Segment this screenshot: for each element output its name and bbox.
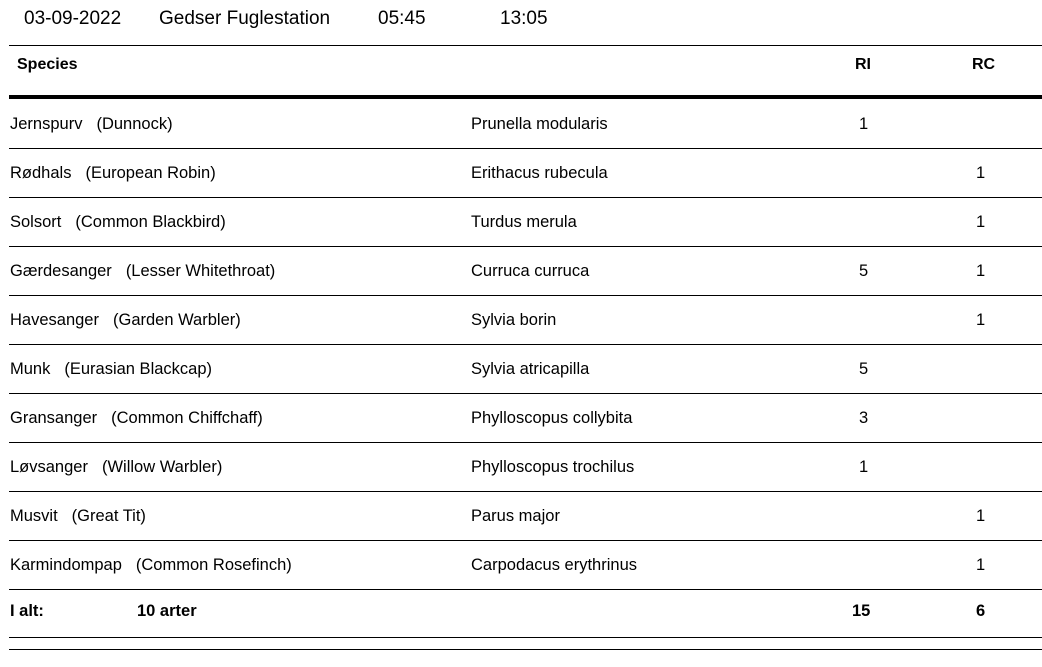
- english-name: (Common Blackbird): [75, 213, 226, 231]
- english-name: (Common Rosefinch): [135, 556, 292, 574]
- start-time: 05:45: [378, 8, 426, 29]
- english-name: (Great Tit): [71, 507, 146, 525]
- latin-name: Curruca curruca: [471, 262, 590, 280]
- report-date: 03-09-2022: [24, 8, 122, 29]
- table-row: [9, 100, 1042, 149]
- species-name: [10, 115, 173, 134]
- english-name: (Common Chiffchaff): [111, 409, 263, 427]
- species-name: [10, 507, 146, 526]
- table-row: [9, 296, 1042, 345]
- column-header-rc: RC: [972, 56, 996, 73]
- bottom-rule: [9, 649, 1042, 650]
- english-name: (Dunnock): [96, 115, 173, 133]
- totals-row: [9, 589, 1042, 638]
- table-row: [9, 492, 1042, 541]
- species-name: [10, 458, 222, 477]
- column-header-species: Species: [17, 56, 78, 73]
- rc-count: 1: [976, 556, 986, 574]
- danish-name: Gransanger: [10, 409, 98, 427]
- totals-species-count: 10 arter: [137, 602, 197, 620]
- end-time: 13:05: [500, 8, 548, 29]
- rc-count: 1: [976, 507, 986, 525]
- ri-count: 5: [859, 360, 869, 378]
- english-name: (Garden Warbler): [112, 311, 241, 329]
- ri-count: 1: [859, 458, 869, 476]
- species-name: [10, 409, 263, 428]
- station-name: Gedser Fuglestation: [159, 8, 331, 29]
- english-name: (Eurasian Blackcap): [64, 360, 213, 378]
- ri-count: 3: [859, 409, 869, 427]
- table-row: [9, 198, 1042, 247]
- latin-name: Turdus merula: [471, 213, 577, 231]
- species-name: [10, 213, 226, 232]
- species-name: [10, 360, 212, 379]
- danish-name: Løvsanger: [10, 458, 88, 476]
- danish-name: Gærdesanger: [10, 262, 112, 280]
- latin-name: Carpodacus erythrinus: [471, 556, 637, 574]
- latin-name: Sylvia borin: [471, 311, 557, 329]
- latin-name: Phylloscopus collybita: [471, 409, 633, 427]
- column-header-ri: RI: [855, 56, 871, 73]
- english-name: (Lesser Whitethroat): [125, 262, 276, 280]
- table-row: [9, 247, 1042, 296]
- latin-name: Sylvia atricapilla: [471, 360, 590, 378]
- table-row: [9, 345, 1042, 394]
- danish-name: Jernspurv: [10, 115, 83, 133]
- totals-rc: 6: [976, 602, 986, 620]
- table-row: [9, 149, 1042, 198]
- danish-name: Karmindompap: [10, 556, 122, 574]
- english-name: (European Robin): [85, 164, 216, 182]
- danish-name: Munk: [10, 360, 51, 378]
- latin-name: Erithacus rubecula: [471, 164, 608, 182]
- rc-count: 1: [976, 164, 986, 182]
- ri-count: 5: [859, 262, 869, 280]
- latin-name: Phylloscopus trochilus: [471, 458, 635, 476]
- species-name: [10, 262, 275, 281]
- header-rule: [9, 95, 1042, 99]
- rc-count: 1: [976, 213, 986, 231]
- top-rule: [9, 45, 1042, 46]
- latin-name: Prunella modularis: [471, 115, 608, 133]
- ri-count: 1: [859, 115, 869, 133]
- species-name: [10, 311, 241, 330]
- latin-name: Parus major: [471, 507, 560, 525]
- table-row: [9, 394, 1042, 443]
- report-header: [0, 6, 1042, 30]
- danish-name: Musvit: [10, 507, 58, 525]
- totals-ri: 15: [852, 602, 871, 620]
- danish-name: Rødhals: [10, 164, 72, 182]
- table-row: [9, 443, 1042, 492]
- rc-count: 1: [976, 311, 986, 329]
- totals-label: I alt:: [10, 602, 44, 620]
- danish-name: Havesanger: [10, 311, 99, 329]
- table-row: [9, 541, 1042, 590]
- danish-name: Solsort: [10, 213, 62, 231]
- species-name: [10, 164, 216, 183]
- english-name: (Willow Warbler): [101, 458, 223, 476]
- species-name: [10, 556, 292, 575]
- rc-count: 1: [976, 262, 986, 280]
